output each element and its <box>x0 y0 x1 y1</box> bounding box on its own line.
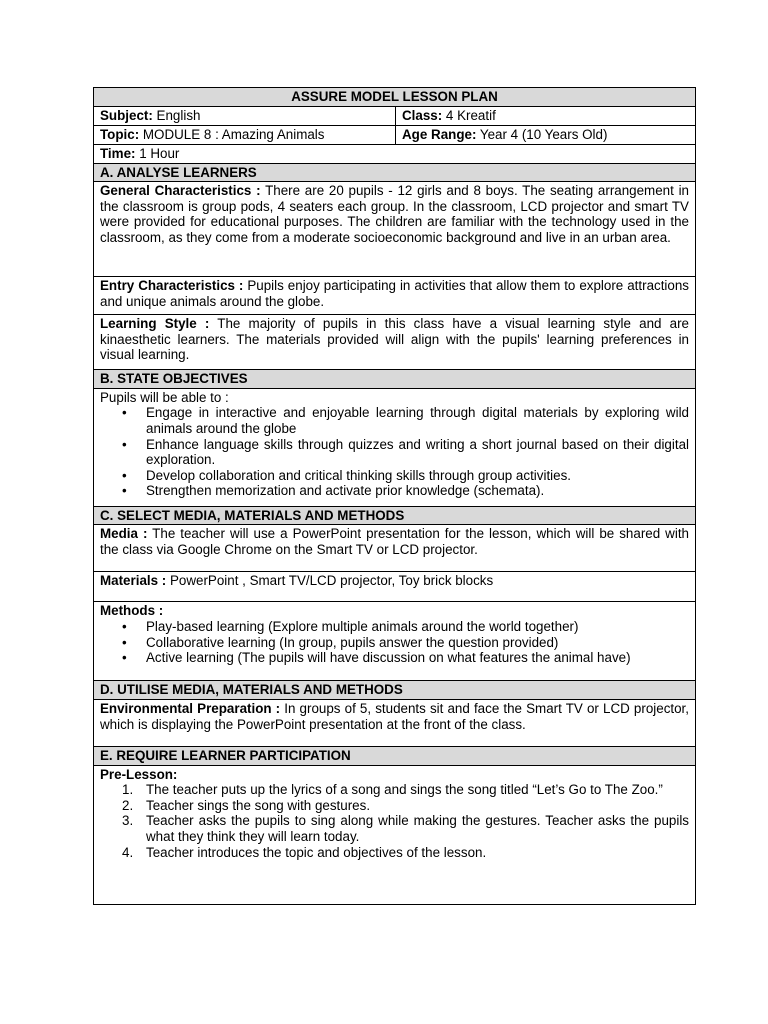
section-b-heading-row <box>94 370 696 389</box>
learning-style-row <box>94 315 696 370</box>
environmental-preparation-text: In groups of 5, students sit and face the Smart TV or LCD projector, which is displaying the PowerPoint presentation at the front of the class. <box>100 700 689 732</box>
media-cell <box>94 525 696 572</box>
list-item: • Develop collaboration and critical thinking skills through group activities. <box>146 468 689 484</box>
pre-lesson-row <box>94 765 696 904</box>
title-row <box>94 88 696 107</box>
document-title: ASSURE MODEL LESSON PLAN <box>94 88 696 107</box>
list-item: • Engage in interactive and enjoyable learning through digital materials by exploring wild animals around the globe <box>146 405 689 436</box>
list-item: 3. Teacher asks the pupils to sing along while making the gestures. Teacher asks the pupils what they think they will learn today. <box>122 813 689 844</box>
general-characteristics-label: General Characteristics : <box>100 183 261 199</box>
topic-value: MODULE 8 : Amazing Animals <box>139 126 325 142</box>
list-item: 1. The teacher puts up the lyrics of a song and sings the song titled “Let’s Go to The Zoo.” <box>122 782 663 798</box>
topic-age-row <box>94 125 696 144</box>
learning-style-cell <box>94 315 696 370</box>
lesson-plan-page <box>93 87 695 905</box>
time-row <box>94 144 696 163</box>
entry-characteristics-cell <box>94 277 696 315</box>
environmental-preparation-cell <box>94 699 696 746</box>
environmental-preparation-label: Environmental Preparation : <box>100 700 281 716</box>
learning-style-label: Learning Style : <box>100 316 210 332</box>
class-cell <box>396 106 696 125</box>
section-c-heading: C. SELECT MEDIA, MATERIALS AND METHODS <box>94 506 696 525</box>
general-characteristics-cell <box>94 182 696 277</box>
list-item: • Enhance language skills through quizzes and writing a short journal based on their digital exploration. <box>146 437 689 468</box>
section-d-heading-row <box>94 681 696 700</box>
objectives-list <box>100 405 689 499</box>
general-characteristics-row <box>94 182 696 277</box>
list-item: • Strengthen memorization and activate prior knowledge (schemata). <box>146 483 689 499</box>
section-c-heading-row <box>94 506 696 525</box>
methods-row <box>94 602 696 681</box>
section-a-heading-row <box>94 163 696 182</box>
subject-cell <box>94 106 396 125</box>
media-label: Media : <box>100 526 148 542</box>
pre-lesson-label: Pre-Lesson: <box>100 766 178 782</box>
time-cell <box>94 144 696 163</box>
age-range-cell <box>396 125 696 144</box>
environmental-preparation-row <box>94 699 696 746</box>
time-label: Time: <box>100 145 136 161</box>
objectives-cell <box>94 388 696 506</box>
methods-list <box>100 619 689 666</box>
section-d-heading: D. UTILISE MEDIA, MATERIALS AND METHODS <box>94 681 696 700</box>
section-e-heading: E. REQUIRE LEARNER PARTICIPATION <box>94 746 696 765</box>
section-a-heading: A. ANALYSE LEARNERS <box>94 163 696 182</box>
class-value: 4 Kreatif <box>442 107 496 123</box>
subject-label: Subject: <box>100 107 153 123</box>
list-item: 4. Teacher introduces the topic and objectives of the lesson. <box>122 844 487 860</box>
media-row <box>94 525 696 572</box>
lesson-plan-table <box>93 87 696 905</box>
topic-cell <box>94 125 396 144</box>
objectives-intro: Pupils will be able to : <box>100 389 229 405</box>
subject-value: English <box>152 107 201 123</box>
media-text: The teacher will use a PowerPoint presentation for the lesson, which will be shared with the class via Google Chrome on the Smart TV or LCD projector. <box>100 526 689 557</box>
general-characteristics-text: There are 20 pupils - 12 girls and 8 boys. The seating arrangement in the classroom is group pods, 4 seaters each group. In the classroom, LCD projector and smart TV were provided for educational purposes. The children are familiar with the technology used in the classroom, as they come from a moderate socioeconomic background and live in an urban area. <box>100 183 689 245</box>
learning-style-text: The majority of pupils in this class have a visual learning style and are kinaesthetic learners. The materials provided will align with the pupils' learning preferences in visual learning. <box>100 316 689 363</box>
pre-lesson-cell <box>94 765 696 904</box>
objectives-row <box>94 388 696 506</box>
materials-label: Materials : <box>100 573 167 589</box>
entry-characteristics-label: Entry Characteristics : <box>100 278 244 294</box>
list-item: • Play-based learning (Explore multiple animals around the world together) <box>146 619 689 635</box>
list-item: 2. Teacher sings the song with gestures. <box>122 797 371 813</box>
topic-label: Topic: <box>100 126 140 142</box>
entry-characteristics-text: Pupils enjoy participating in activities that allow them to explore attractions and unique animals around the globe. <box>100 278 689 309</box>
class-label: Class: <box>402 107 443 123</box>
materials-row <box>94 572 696 602</box>
age-range-value: Year 4 (10 Years Old) <box>476 126 608 142</box>
materials-cell <box>94 572 696 602</box>
materials-text: PowerPoint , Smart TV/LCD projector, Toy brick blocks <box>166 573 494 589</box>
methods-cell <box>94 602 696 681</box>
subject-class-row <box>94 106 696 125</box>
entry-characteristics-row <box>94 277 696 315</box>
methods-label: Methods : <box>100 603 164 619</box>
time-value: 1 Hour <box>135 145 180 161</box>
list-item: • Active learning (The pupils will have discussion on what features the animal have) <box>146 650 689 666</box>
section-b-heading: B. STATE OBJECTIVES <box>94 370 696 389</box>
pre-lesson-steps <box>100 782 689 860</box>
section-e-heading-row <box>94 746 696 765</box>
list-item: • Collaborative learning (In group, pupils answer the question provided) <box>146 635 689 651</box>
age-range-label: Age Range: <box>402 126 477 142</box>
